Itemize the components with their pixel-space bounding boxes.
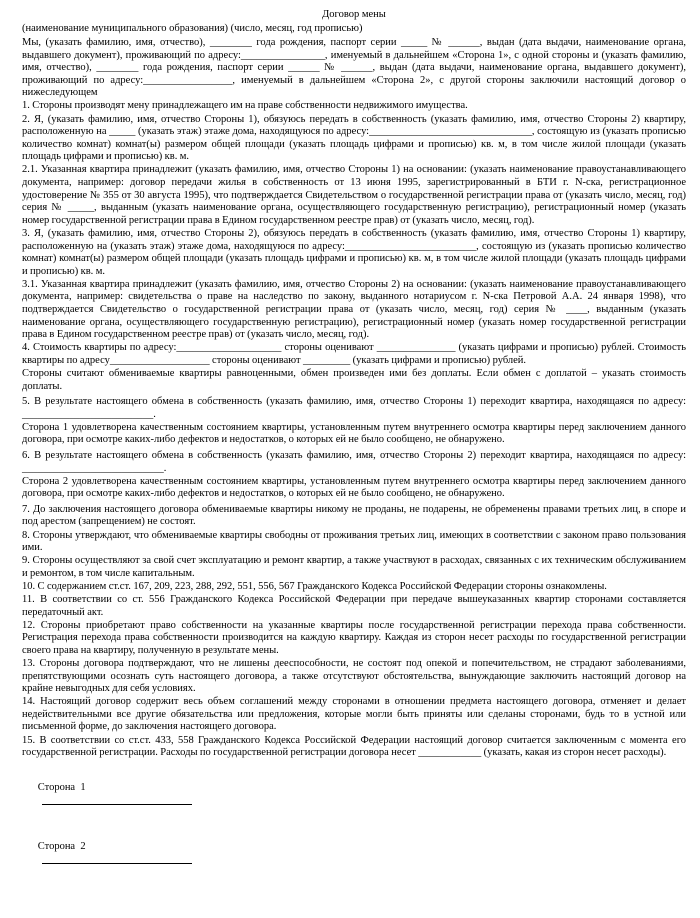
document-body	[22, 37, 686, 760]
page-title: Договор мены	[322, 9, 386, 20]
paragraph: 12. Стороны приобретают право собственности на указанные квартиры после государственной регистрации перехода права собственности. Регистрация перехода права собственности производится на каждую квартиру. Каждая из сторон несет расходы по государственной регистрации своего права на квартиру, полученную в результате мены.	[22, 619, 686, 656]
signature-row	[22, 826, 686, 883]
document-subtitle: (наименование муниципального образования) (число, месяц, год прописью)	[22, 23, 363, 34]
paragraph: 2.1. Указанная квартира принадлежит (указать фамилию, имя, отчество Стороны 1) на основании: (указать наименование правоустанавливающего документа, например: договор передачи жилья в собственность от 13 июня 1995, зарегистрированный в БТИ г. N-ска, регистрационное удостоверение № 355 от 30 августа 1995), что подтверждается Свидетельством о государственной регистрации права от (указать число, месяц, год) серия № _____, выданным (указать наименование органа, осуществляющего государственную регистрацию), регистрационный номер (указать номер государственной регистрации права в Едином государственном реестре прав) от (указать число, месяц, год).	[22, 164, 686, 226]
paragraph: 7. До заключения настоящего договора обмениваемые квартиры никому не проданы, не подарены, не обременены правами третьих лиц, в споре и под арестом (запрещением) не состоят.	[22, 503, 686, 528]
paragraph: 5. В результате настоящего обмена в собственность (указать фамилию, имя, отчество Стороны 1) переходит квартира, находящаяся по адресу: _________________________.	[22, 396, 686, 420]
paragraph: 3. Я, (указать фамилию, имя, отчество Стороны 2), обязуюсь передать в собственность (указать фамилию, имя, отчество Стороны 1) квартиру, расположенную на (указать этаж) этаже дома, находящуюся по адресу:_________________________, состоящую из (указать прописью количество комнат) комнат(ы) размером общей площади (указать площадь цифрами и прописью) кв. м, в том числе жилой площади (указать площадь цифрами и прописью) кв. м.	[22, 227, 686, 277]
paragraph: 11. В соответствии со ст. 556 Гражданского Кодекса Российской Федерации при передаче вышеуказанных квартир сторонами составляется передаточный акт.	[22, 594, 686, 618]
paragraph: 8. Стороны утверждают, что обмениваемые квартиры свободны от проживания третьих лиц, имеющих в соответствии с законом право пользования ими.	[22, 529, 686, 554]
paragraph: 4. Стоимость квартиры по адресу:____________________ стороны оценивают _______________ (указать цифрами и прописью) рублей. Стоимость квартиры по адресу___________________ стороны оценивают _________ (указать цифрами и прописью) рублей.	[22, 342, 686, 366]
signature-block	[22, 767, 686, 883]
paragraph: 2. Я, (указать фамилию, имя, отчество Стороны 1), обязуюсь передать в собственность (указать фамилию, имя, отчество Стороны 2) квартиру, расположенную на _____ (указать этаж) этаже дома, находящуюся по адресу:_______________________________, состоящую из (указать прописью количество комнат) комнат(ы) размером общей площади (указать площадь цифрами и прописью) кв. м, в том числе жилой площади (указать площадь цифрами и прописью) кв. м.	[22, 113, 686, 163]
paragraph: 6. В результате настоящего обмена в собственность (указать фамилию, имя, отчество Стороны 2) переходит квартира, находящаяся по адресу: ___________________________.	[22, 450, 686, 474]
paragraph: 3.1. Указанная квартира принадлежит (указать фамилию, имя, отчество Стороны 2) на основании: (указать наименование правоустанавливающего документа, например: свидетельства о праве на наследство по закону, выданного нотариусом г. N-ска Петровой А.А. 24 января 1998), что подтверждается Свидетельство о государственной регистрации права от (указать число, месяц, год) серия № ____, выданным (указать наименование органа, осуществляющего государственную регистрацию), регистрационный номер (указать номер государственной регистрации права в Едином государственном реестре прав) от (указать число, месяц, год).	[22, 278, 686, 341]
paragraph: 15. В соответствии со ст.ст. 433, 558 Гражданского Кодекса Российской Федерации настоящий договор считается заключенным с момента его государственной регистрации. Расходы по государственной регистрации договора несет ____________ (указать, какая из сторон несет расходы).	[22, 734, 686, 759]
signature-line[interactable]	[42, 795, 192, 805]
signature-label: Сторона 2	[37, 840, 86, 852]
paragraph: Сторона 1 удовлетворена качественным состоянием квартиры, установленным путем внутреннего осмотра квартиры перед заключением данного договора, при осмотре каких-либо дефектов и недостатков, о которых ей не было сообщено, не обнаружено.	[22, 421, 686, 446]
paragraph: 13. Стороны договора подтверждают, что не лишены дееспособности, не состоят под опекой и попечительством, не страдают заболеваниями, препятствующими осознать суть настоящего договора, а также отсутствуют обстоятельства, вынуждающие заключить настоящий договор на крайне невыгодных для себя условиях.	[22, 658, 686, 695]
paragraph: 9. Стороны осуществляют за свой счет эксплуатацию и ремонт квартир, а также участвуют в расходах, связанных с их техническим обслуживанием и ремонтом, в том числе капитальным.	[22, 555, 686, 579]
paragraph: Сторона 2 удовлетворена качественным состоянием квартиры, установленным путем внутреннего осмотра квартиры перед заключением данного договора, при осмотре каких-либо дефектов и недостатков, о которых ей не было сообщено, не обнаружено.	[22, 475, 686, 500]
signature-row	[22, 767, 686, 824]
paragraph: 10. С содержанием ст.ст. 167, 209, 223, 288, 292, 551, 556, 567 Гражданского Кодекса Российской Федерации стороны ознакомлены.	[22, 580, 607, 592]
paragraph: Стороны считают обмениваемые квартиры равноценными, обмен произведен ими без доплаты. Если обмен с доплатой – указать стоимость доплаты.	[22, 367, 686, 392]
paragraph: 1. Стороны производят мену принадлежащего им на праве собственности недвижимого имущества.	[22, 100, 468, 112]
paragraph: Мы, (указать фамилию, имя, отчество), ________ года рождения, паспорт серии _____ № ______, выдан (дата выдачи, наименование органа, выдавшего документ), проживающий по адресу:________________, именуемый в дальнейшем «Сторона 1», с одной стороны и (указать фамилию, имя, отчество), ________ года рождения, паспорт серии ______ № ______, выдан (дата выдачи, наименование органа, выдавшего документ), проживающий по адресу:_________________, именуемый в дальнейшем «Сторона 2», с другой стороны заключили настоящий договор о нижеследующем	[22, 37, 686, 99]
paragraph: 14. Настоящий договор содержит весь объем соглашений между сторонами в отношении предмета настоящего договора, отменяет и делает недействительными все другие обязательства или предложения, которые могли быть приняты или сделаны сторонами, будь то в устной или письменной форме, до заключения настоящего договора.	[22, 696, 686, 733]
signature-label: Сторона 1	[37, 781, 86, 793]
signature-line[interactable]	[42, 854, 192, 864]
